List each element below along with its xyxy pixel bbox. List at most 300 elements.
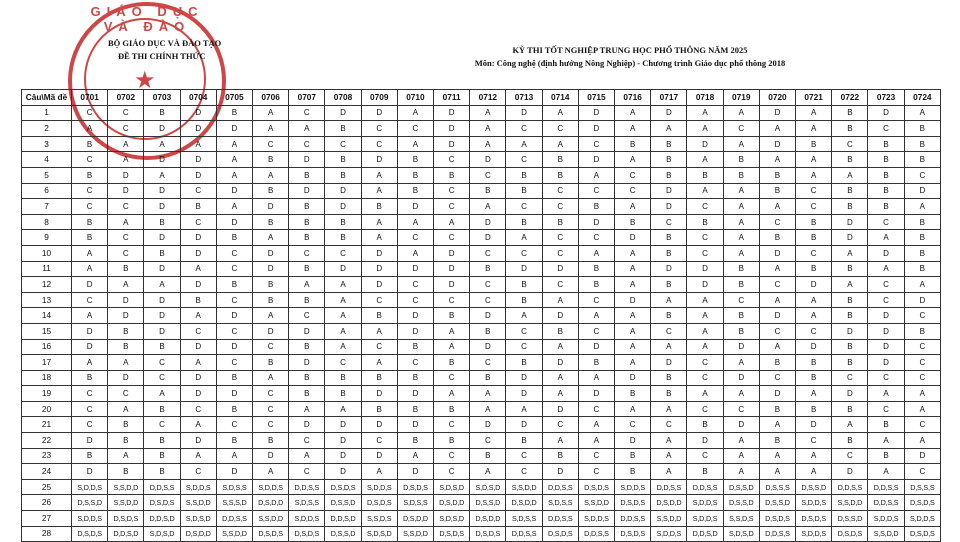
answer-cell: B (180, 292, 216, 308)
answer-cell: C (144, 370, 180, 386)
answer-cell: C (470, 277, 506, 293)
answer-cell: A (506, 308, 542, 324)
answer-cell: D (506, 261, 542, 277)
answer-cell: C (397, 230, 433, 246)
answer-cell: B (434, 167, 470, 183)
answer-cell: B (397, 183, 433, 199)
answer-cell: S,D,D,S (253, 479, 289, 495)
answer-cell: A (796, 105, 832, 121)
answer-cell: A (325, 323, 361, 339)
answer-cell: D (72, 323, 108, 339)
answer-cell: A (253, 121, 289, 137)
question-number: 6 (22, 183, 72, 199)
answer-cell: A (723, 105, 759, 121)
answer-cell: B (651, 308, 687, 324)
answer-cell: D,D,S,S (506, 526, 542, 542)
answer-cell: C (108, 245, 144, 261)
answer-cell: C (72, 292, 108, 308)
exam-code-header: 0722 (832, 90, 868, 106)
answer-cell: D (180, 339, 216, 355)
answer-cell: A (180, 261, 216, 277)
answer-cell: B (216, 433, 252, 449)
answer-cell: C (578, 323, 614, 339)
answer-cell: C (253, 386, 289, 402)
answer-cell: D,S,D,S (144, 495, 180, 511)
answer-cell: D (832, 464, 868, 480)
answer-cell: B (253, 277, 289, 293)
answer-cell: C (434, 448, 470, 464)
answer-cell: A (216, 167, 252, 183)
official-exam-label: ĐỀ THI CHÍNH THỨC (118, 51, 206, 61)
answer-cell: C (361, 292, 397, 308)
answer-cell: C (796, 433, 832, 449)
answer-cell: C (578, 401, 614, 417)
answer-cell: A (904, 401, 940, 417)
answer-cell: C (434, 199, 470, 215)
answer-cell: D (72, 433, 108, 449)
answer-cell: B (216, 277, 252, 293)
answer-cell: D,S,S,D (325, 495, 361, 511)
answer-cell: C (434, 417, 470, 433)
answer-cell: C (759, 214, 795, 230)
answer-cell: B (687, 417, 723, 433)
answer-cell: B (72, 230, 108, 246)
answer-cell: C (723, 121, 759, 137)
answer-cell: D (687, 136, 723, 152)
answer-cell: A (542, 105, 578, 121)
answer-cell: C (289, 464, 325, 480)
answer-cell: D (578, 105, 614, 121)
answer-cell: S,S,D,D (180, 495, 216, 511)
answer-cell: D (542, 355, 578, 371)
answer-cell: B (832, 199, 868, 215)
answer-cell: D (289, 152, 325, 168)
answer-cell: A (361, 167, 397, 183)
answer-cell: A (253, 105, 289, 121)
answer-cell: D (108, 370, 144, 386)
answer-cell: B (723, 308, 759, 324)
answer-cell: B (253, 292, 289, 308)
answer-cell: A (72, 355, 108, 371)
answer-cell: S,D,D,S (687, 511, 723, 527)
answer-cell: B (108, 323, 144, 339)
answer-cell: A (759, 448, 795, 464)
answer-cell: S,D,S,D (470, 479, 506, 495)
answer-cell: D (904, 183, 940, 199)
answer-cell: D (180, 152, 216, 168)
exam-code-header: 0711 (434, 90, 470, 106)
answer-cell: A (325, 339, 361, 355)
answer-cell: D,S,S,S (759, 479, 795, 495)
answer-cell: B (325, 214, 361, 230)
answer-cell: C (542, 245, 578, 261)
answer-cell: C (506, 199, 542, 215)
answer-cell: C (506, 245, 542, 261)
answer-cell: D (397, 386, 433, 402)
answer-cell: D (397, 464, 433, 480)
answer-cell: B (904, 214, 940, 230)
answer-cell: D,S,D,S (470, 526, 506, 542)
answer-cell: B (578, 261, 614, 277)
answer-cell: D (361, 448, 397, 464)
answer-cell: A (361, 355, 397, 371)
answer-cell: S,D,D,S (796, 526, 832, 542)
answer-cell: A (289, 277, 325, 293)
answer-cell: B (216, 370, 252, 386)
answer-cell: C (578, 292, 614, 308)
answer-cell: S,S,D,D (832, 495, 868, 511)
answer-cell: A (470, 386, 506, 402)
answer-cell: C (796, 199, 832, 215)
table-row (22, 230, 941, 246)
answer-cell: B (687, 214, 723, 230)
answer-cell: B (325, 121, 361, 137)
answer-cell: S,D,D,S (180, 479, 216, 495)
answer-cell: A (796, 448, 832, 464)
answer-cell: D (759, 105, 795, 121)
answer-cell: B (144, 245, 180, 261)
question-number: 8 (22, 214, 72, 230)
answer-cell: B (578, 199, 614, 215)
answer-cell: C (506, 121, 542, 137)
answer-cell: S,S,D,D (108, 479, 144, 495)
answer-cell: C (868, 292, 904, 308)
answer-cell: C (434, 230, 470, 246)
answer-cell: D (832, 323, 868, 339)
exam-code-header: 0709 (361, 90, 397, 106)
answer-cell: D (723, 370, 759, 386)
answer-cell: D (216, 121, 252, 137)
exam-code-header: 0712 (470, 90, 506, 106)
answer-cell: D (434, 105, 470, 121)
answer-cell: D,S,D,S (434, 526, 470, 542)
answer-cell: B (868, 152, 904, 168)
answer-cell: D,S,D,S (542, 526, 578, 542)
corner-header: Câu\Mã đề (22, 90, 72, 106)
answer-cell: B (904, 136, 940, 152)
answer-cell: D (470, 230, 506, 246)
answer-cell: A (108, 355, 144, 371)
answer-cell: C (578, 464, 614, 480)
answer-cell: D (253, 448, 289, 464)
question-number: 1 (22, 105, 72, 121)
answer-cell: D (904, 448, 940, 464)
answer-cell: A (723, 183, 759, 199)
answer-cell: B (542, 214, 578, 230)
answer-cell: D (578, 339, 614, 355)
table-row (22, 308, 941, 324)
answer-cell: B (506, 433, 542, 449)
answer-cell: B (832, 308, 868, 324)
answer-cell: A (253, 464, 289, 480)
answer-cell: D,D,S,S (578, 526, 614, 542)
answer-cell: C (216, 417, 252, 433)
answer-cell: C (578, 448, 614, 464)
answer-cell: A (904, 386, 940, 402)
answer-cell: A (796, 386, 832, 402)
answer-cell: A (904, 277, 940, 293)
answer-cell: S,S,D,D (578, 495, 614, 511)
answer-cell: A (216, 199, 252, 215)
answer-cell: B (289, 261, 325, 277)
answer-cell: A (904, 105, 940, 121)
answer-cell: B (216, 230, 252, 246)
answer-cell: B (144, 401, 180, 417)
table-row (22, 464, 941, 480)
exam-code-header: 0705 (216, 90, 252, 106)
answer-cell: A (723, 199, 759, 215)
answer-cell: A (72, 308, 108, 324)
answer-cell: D (904, 292, 940, 308)
answer-cell: C (578, 183, 614, 199)
question-number: 11 (22, 261, 72, 277)
answer-cell: C (868, 370, 904, 386)
answer-cell: A (723, 448, 759, 464)
answer-cell: B (904, 245, 940, 261)
answer-cell: B (904, 152, 940, 168)
answer-cell: A (325, 401, 361, 417)
answer-cell: A (397, 214, 433, 230)
table-row (22, 401, 941, 417)
answer-cell: S,D,D,S (904, 511, 940, 527)
answer-cell: A (759, 292, 795, 308)
answer-cell: A (434, 323, 470, 339)
answer-cell: D (723, 417, 759, 433)
page-subtitle: Môn: Công nghệ (định hướng Nông Nghiệp) - Chương trình Giáo dục phổ thông 2018 (474, 58, 786, 68)
answer-cell: D (615, 433, 651, 449)
answer-cell: S,D,D,S (796, 495, 832, 511)
answer-cell: S,S,D,D (108, 495, 144, 511)
answer-cell: D (144, 152, 180, 168)
answer-cell: B (216, 105, 252, 121)
answer-cell: D (180, 105, 216, 121)
answer-cell: A (687, 152, 723, 168)
answer-cell: B (759, 355, 795, 371)
answer-cell: B (216, 401, 252, 417)
answer-cell: D (796, 339, 832, 355)
answer-cell: B (723, 261, 759, 277)
question-number: 2 (22, 121, 72, 137)
answer-cell: B (253, 355, 289, 371)
question-number: 19 (22, 386, 72, 402)
answer-cell: D (144, 121, 180, 137)
answer-cell: A (615, 105, 651, 121)
answer-cell: A (651, 121, 687, 137)
answer-cell: C (615, 183, 651, 199)
answer-cell: C (832, 448, 868, 464)
answer-cell: A (180, 136, 216, 152)
answer-cell: B (832, 152, 868, 168)
table-row (22, 136, 941, 152)
answer-cell: D (506, 417, 542, 433)
answer-cell: D (397, 199, 433, 215)
answer-cell: A (361, 183, 397, 199)
answer-cell: C (904, 167, 940, 183)
answer-cell: D,S,D,S (904, 526, 940, 542)
table-row (22, 511, 941, 527)
answer-cell: C (180, 183, 216, 199)
answer-cell: A (687, 339, 723, 355)
answer-cell: D (578, 121, 614, 137)
answer-cell: B (651, 167, 687, 183)
question-number: 24 (22, 464, 72, 480)
answer-cell: D,D,S,S (542, 479, 578, 495)
answer-cell: B (868, 183, 904, 199)
answer-cell: D (216, 339, 252, 355)
answer-cell: A (361, 230, 397, 246)
answer-cell: A (868, 230, 904, 246)
answer-key-table (21, 89, 941, 542)
exam-code-header: 0715 (578, 90, 614, 106)
answer-cell: B (578, 355, 614, 371)
answer-cell: C (470, 245, 506, 261)
answer-cell: C (180, 323, 216, 339)
answer-cell: A (470, 199, 506, 215)
answer-cell: A (542, 386, 578, 402)
answer-cell: B (651, 136, 687, 152)
answer-cell: A (325, 292, 361, 308)
answer-cell: A (759, 417, 795, 433)
answer-cell: B (289, 214, 325, 230)
answer-cell: B (723, 277, 759, 293)
exam-code-header: 0713 (506, 90, 542, 106)
answer-cell: B (542, 323, 578, 339)
answer-cell: D (253, 245, 289, 261)
answer-cell: A (108, 277, 144, 293)
answer-cell: C (796, 323, 832, 339)
exam-code-header: 0724 (904, 90, 940, 106)
answer-cell: C (108, 105, 144, 121)
answer-cell: C (434, 370, 470, 386)
answer-cell: C (470, 167, 506, 183)
answer-cell: A (796, 152, 832, 168)
exam-code-header: 0702 (108, 90, 144, 106)
answer-cell: B (470, 448, 506, 464)
answer-cell: D (325, 433, 361, 449)
answer-cell: D (651, 261, 687, 277)
answer-cell: S,D,S,D (723, 526, 759, 542)
answer-cell: D,D,S,S (144, 479, 180, 495)
answer-cell: B (651, 230, 687, 246)
answer-cell: C (361, 339, 397, 355)
answer-cell: S,D,D,S (578, 511, 614, 527)
answer-cell: D (434, 261, 470, 277)
answer-cell: D (397, 261, 433, 277)
answer-cell: B (832, 339, 868, 355)
answer-cell: D (361, 417, 397, 433)
answer-cell: S,D,D,S (361, 479, 397, 495)
answer-cell: B (832, 355, 868, 371)
answer-cell: A (216, 136, 252, 152)
answer-cell: B (361, 199, 397, 215)
answer-cell: D,D,S,D (687, 526, 723, 542)
answer-cell: B (832, 121, 868, 137)
exam-code-header: 0716 (615, 90, 651, 106)
question-number: 5 (22, 167, 72, 183)
answer-cell: D (470, 214, 506, 230)
answer-cell: A (615, 355, 651, 371)
answer-cell: A (542, 339, 578, 355)
answer-cell: B (108, 261, 144, 277)
answer-cell: D (361, 105, 397, 121)
answer-cell: D,D,S,D (325, 511, 361, 527)
answer-cell: D,D,S,D (108, 526, 144, 542)
answer-cell: C (506, 448, 542, 464)
answer-cell: D (180, 121, 216, 137)
answer-cell: D (289, 417, 325, 433)
answer-cell: S,S,S,D (216, 495, 252, 511)
question-number: 28 (22, 526, 72, 542)
question-number: 3 (22, 136, 72, 152)
answer-cell: C (216, 323, 252, 339)
answer-cell: S,S,D,D (651, 511, 687, 527)
answer-cell: A (904, 199, 940, 215)
answer-cell: C (868, 277, 904, 293)
answer-cell: D (216, 308, 252, 324)
answer-cell: D,D,S,S (687, 479, 723, 495)
answer-cell: B (397, 167, 433, 183)
answer-cell: D,D,S,S (651, 479, 687, 495)
answer-cell: A (72, 245, 108, 261)
answer-cell: D (868, 245, 904, 261)
ministry-name: BỘ GIÁO DỤC VÀ ĐÀO TẠO (108, 38, 222, 48)
exam-code-header: 0708 (325, 90, 361, 106)
answer-cell: C (542, 277, 578, 293)
answer-cell: C (434, 152, 470, 168)
answer-cell: C (397, 292, 433, 308)
answer-cell: D (216, 214, 252, 230)
exam-code-header: 0706 (253, 90, 289, 106)
answer-cell: B (289, 386, 325, 402)
answer-cell: A (289, 401, 325, 417)
answer-cell: B (759, 433, 795, 449)
answer-cell: A (108, 136, 144, 152)
answer-cell: C (687, 370, 723, 386)
answer-cell: A (325, 277, 361, 293)
answer-cell: A (687, 105, 723, 121)
answer-cell: D (361, 152, 397, 168)
answer-cell: A (144, 277, 180, 293)
answer-cell: A (434, 386, 470, 402)
answer-cell: A (651, 464, 687, 480)
answer-cell: S,D,S,D (434, 511, 470, 527)
question-number: 26 (22, 495, 72, 511)
answer-cell: B (325, 370, 361, 386)
table-row (22, 479, 941, 495)
answer-cell: C (470, 355, 506, 371)
answer-cell: C (470, 433, 506, 449)
answer-cell: D,S,D,D (180, 526, 216, 542)
answer-cell: D (144, 183, 180, 199)
answer-cell: C (289, 308, 325, 324)
answer-cell: D,S,D,D (506, 495, 542, 511)
exam-code-header: 0717 (651, 90, 687, 106)
question-number: 27 (22, 511, 72, 527)
answer-cell: D (868, 105, 904, 121)
answer-cell: A (723, 214, 759, 230)
answer-cell: C (904, 308, 940, 324)
answer-cell: C (289, 136, 325, 152)
table-row (22, 214, 941, 230)
answer-cell: A (832, 417, 868, 433)
answer-cell: D (687, 277, 723, 293)
answer-cell: B (361, 370, 397, 386)
answer-cell: D,S,D,S (615, 526, 651, 542)
answer-cell: A (796, 464, 832, 480)
answer-cell: B (506, 183, 542, 199)
answer-cell: B (506, 277, 542, 293)
answer-cell: S,D,D,S (651, 526, 687, 542)
